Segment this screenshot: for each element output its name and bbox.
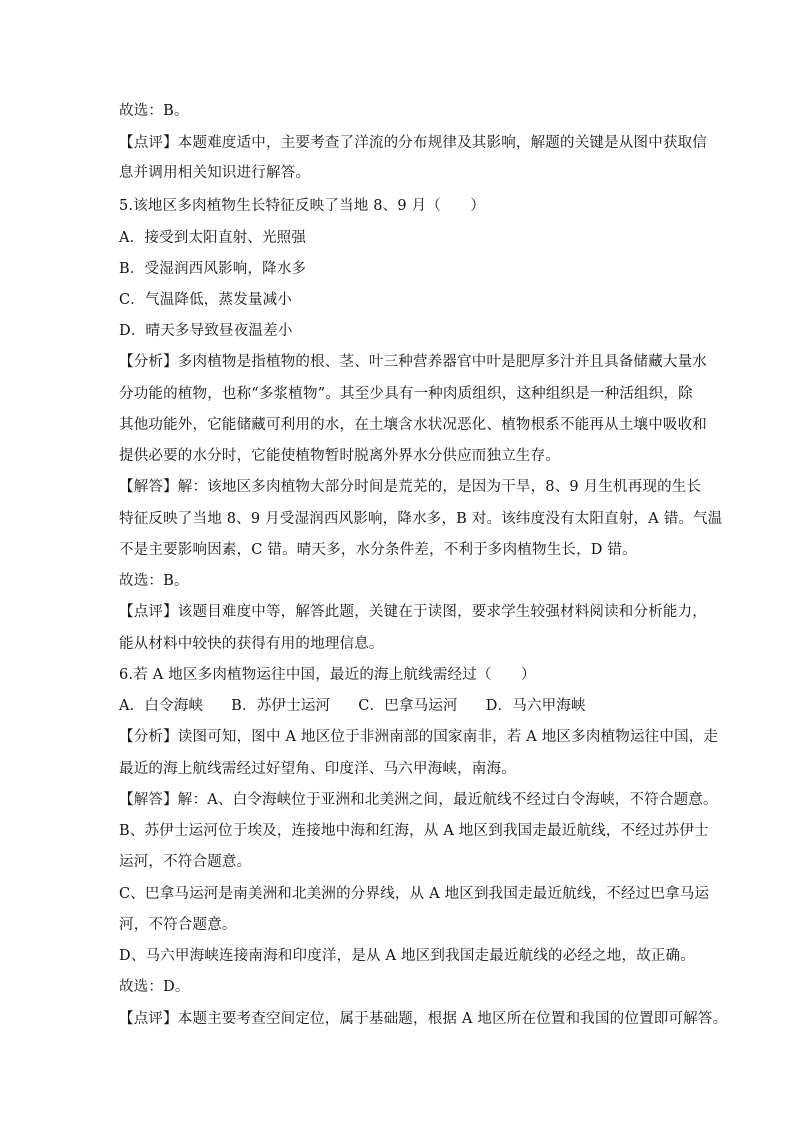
analysis-q6-line1: 【分析】读图可知，图中 A 地区位于非洲南部的国家南非，若 A 地区多肉植物运往中国，走 xyxy=(119,729,719,745)
answer-q4: 故选：B。 xyxy=(119,103,189,119)
q5-option-c: C．气温降低，蒸发量减小 xyxy=(119,292,292,308)
q6-option-a: A．白令海峡 xyxy=(119,698,204,714)
analysis-q5-line3: 其他功能外，它能储藏可利用的水，在土壤含水状况恶化、植物根系不能再从土壤中吸收和 xyxy=(119,417,707,433)
q6-option-b: B．苏伊士运河 xyxy=(231,698,331,714)
analysis-q5-line1: 【分析】多肉植物是指植物的根、茎、叶三种营养器官中叶是肥厚多汁并且具备储藏大量水 xyxy=(119,354,707,370)
answer-q5: 故选：B。 xyxy=(119,573,189,589)
question-5: 5.该地区多肉植物生长特征反映了当地 8、9 月（ ） xyxy=(119,198,486,214)
solution-q5-line1: 【解答】解：该地区多肉植物大部分时间是荒芜的，是因为干旱，8、9 月生机再现的生长 xyxy=(119,479,702,495)
q5-option-a: A．接受到太阳直射、光照强 xyxy=(119,230,307,246)
solution-q6-line4: C、巴拿马运河是南美洲和北美洲的分界线，从 A 地区到我国走最近航线，不经过巴拿马运 xyxy=(119,886,710,902)
answer-q6: 故选：D。 xyxy=(119,979,190,995)
analysis-q6-line2: 最近的海上航线需经过好望角、印度洋、马六甲海峡，南海。 xyxy=(119,761,516,777)
comment-q4-line2: 息并调用相关知识进行解答。 xyxy=(119,165,311,181)
solution-q6-line6: D、马六甲海峡连接南海和印度洋，是从 A 地区到我国走最近航线的必经之地，故正确。 xyxy=(119,948,696,964)
solution-q5-line3: 不是主要影响因素，C 错。晴天多，水分条件差，不利于多肉植物生长，D 错。 xyxy=(119,542,637,558)
solution-q6-line2: B、苏伊士运河位于埃及，连接地中海和红海，从 A 地区到我国走最近航线，不经过苏伊士 xyxy=(119,823,709,839)
solution-q6-line5: 河，不符合题意。 xyxy=(119,917,237,933)
solution-q6-line3: 运河，不符合题意。 xyxy=(119,854,252,870)
analysis-q5-line4: 提供必要的水分时，它能使植物暂时脱离外界水分供应而独立生存。 xyxy=(119,448,560,464)
q6-option-c: C．巴拿马运河 xyxy=(358,698,458,714)
q5-option-b: B．受湿润西风影响，降水多 xyxy=(119,261,307,277)
q5-option-d: D．晴天多导致昼夜温差小 xyxy=(119,323,293,339)
q6-option-d: D．马六甲海峡 xyxy=(485,698,586,714)
comment-q6: 【点评】本题主要考查空间定位，属于基础题，根据 A 地区所在位置和我国的位置即可解答。 xyxy=(119,1011,728,1027)
solution-q5-line2: 特征反映了当地 8、9 月受湿润西风影响，降水多，B 对。该纬度没有太阳直射，A 错。气温 xyxy=(119,511,723,527)
solution-q6-line1: 【解答】解：A、白令海峡位于亚洲和北美洲之间，最近航线不经过白令海峡，不符合题意。 xyxy=(119,792,718,808)
q6-options xyxy=(119,696,689,716)
comment-q5-line2: 能从材料中较快的获得有用的地理信息。 xyxy=(119,636,384,652)
comment-q4-line1: 【点评】本题难度适中，主要考查了洋流的分布规律及其影响，解题的关键是从图中获取信 xyxy=(119,135,707,151)
question-6: 6.若 A 地区多肉植物运往中国，最近的海上航线需经过（ ） xyxy=(119,667,536,683)
comment-q5-line1: 【点评】该题目难度中等，解答此题，关键在于读图，要求学生较强材料阅读和分析能力， xyxy=(119,604,707,620)
analysis-q5-line2: 分功能的植物，也称“多浆植物”。其至少具有一种肉质组织，这种组织是一种活组织，除 xyxy=(119,386,693,402)
